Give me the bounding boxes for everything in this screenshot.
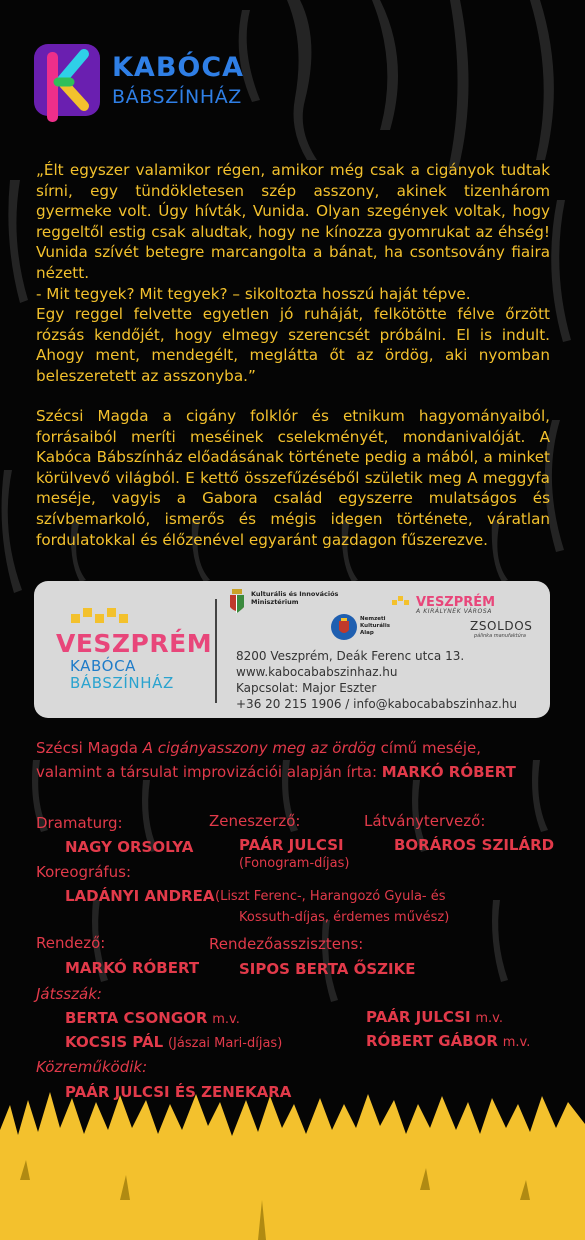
- crown-icon: [71, 606, 139, 628]
- composer-label: Zeneszerző:: [209, 812, 301, 830]
- veszprem-city-tagline: A KIRÁLYNÉK VÁROSA: [416, 608, 492, 615]
- contributor-label: Közreműködik:: [36, 1058, 148, 1076]
- coat-of-arms-icon: [229, 589, 245, 615]
- veszprem-logo-babszinhaz: BÁBSZÍNHÁZ: [70, 674, 174, 692]
- cast-name: KOCSIS PÁL: [65, 1033, 164, 1051]
- address: 8200 Veszprém, Deák Ferenc utca 13.: [236, 649, 465, 663]
- intro-title: A cigányasszony meg az ördög: [142, 739, 376, 757]
- cast-name: PAÁR JULCSI: [366, 1008, 471, 1026]
- intro-writer: MARKÓ RÓBERT: [381, 763, 516, 781]
- cast-member: [366, 1008, 503, 1026]
- cast-member: [65, 1033, 282, 1051]
- description: [36, 406, 550, 550]
- dramaturg-label: Dramaturg:: [36, 814, 123, 832]
- quote-paragraph: Egy reggel felvette egyetlen jó ruháját, felkötötte félve őrzött rózsás kendőjét, hogy elmegy szerencsét próbálni. El is indult. Ahogy ment, mendegélt, meglátta őt az ördög, aki nyomban beleszeretett az asszonyba.”: [36, 305, 550, 385]
- intro-line2: valamint a társulat improvizációi alapján írta:: [36, 763, 378, 781]
- sponsor-box: [34, 581, 550, 718]
- choreographer-label: Koreográfus:: [36, 863, 132, 881]
- ministry-line: Kulturális és Innovációs: [251, 590, 339, 598]
- intro-mid: című meséje,: [380, 739, 482, 757]
- website-link[interactable]: www.kabocababszinhaz.hu: [236, 665, 398, 679]
- contact: Kapcsolat: Major Eszter: [236, 681, 377, 695]
- choreographer-name: LADÁNYI ANDREA: [65, 887, 215, 905]
- story-quote: [36, 160, 550, 387]
- zsoldos-logo: ZSOLDOS: [470, 619, 533, 633]
- choreographer-note: Kossuth-díjas, érdemes művész): [239, 910, 450, 925]
- assistant-name: SIPOS BERTA ŐSZIKE: [239, 960, 416, 978]
- dramaturg-name: NAGY ORSOLYA: [65, 838, 194, 856]
- cast-label: Játsszák:: [36, 985, 102, 1003]
- nka-emblem-icon: [330, 613, 358, 641]
- nka-line: Kulturális: [360, 623, 390, 629]
- cast-note: m.v.: [212, 1012, 240, 1027]
- cast-note: m.v.: [475, 1011, 504, 1026]
- cast-name: BERTA CSONGOR: [65, 1009, 208, 1027]
- director-name: MARKÓ RÓBERT: [65, 959, 200, 977]
- crown-icon: [392, 595, 414, 609]
- cast-name: RÓBERT GÁBOR: [366, 1032, 498, 1050]
- cast-note: m.v.: [502, 1035, 531, 1050]
- brand-name: KABÓCA: [112, 52, 245, 83]
- cast-member: [366, 1032, 530, 1050]
- contributor-name: PAÁR JULCSI ÉS ZENEKARA: [65, 1083, 292, 1101]
- intro-author: Szécsi Magda: [36, 739, 138, 757]
- phone-email[interactable]: +36 20 215 1906 / info@kabocababszinhaz.hu: [236, 697, 518, 711]
- zsoldos-tagline: pálinka manufaktúra: [474, 633, 526, 639]
- credits-intro: [36, 739, 481, 757]
- veszprem-city-logo: VESZPRÉM: [416, 595, 496, 610]
- assistant-label: Rendezőasszisztens:: [209, 935, 364, 953]
- divider: [215, 599, 217, 703]
- description-paragraph: Szécsi Magda a cigány folklór és etnikum hagyományaiból, forrásaiból meríti meséinek cselekményét, mondanivalóját. A Kabóca Bábszínház előadásának története pedig a mából, a minket körülvevő világból. E kettő összefűzéséből születik meg A meggyfa meséje, vagyis a Gabora család egyszerre mulatságos és szívbemarkoló, ismerős és mégis idegen története, váratlan fordulatokkal és élőzenével egyaránt gazdagon fűszerezve.: [36, 407, 550, 549]
- cast-note: (Jászai Mari-díjas): [167, 1036, 283, 1051]
- nka-line: Alap: [360, 630, 374, 636]
- veszprem-logo-title: VESZPRÉM: [56, 629, 213, 658]
- director-label: Rendező:: [36, 934, 106, 952]
- composer-note: (Fonogram-díjas): [239, 856, 350, 871]
- nka-logo: [360, 616, 390, 637]
- kaboca-logo: [34, 44, 100, 128]
- ministry-logo: [251, 590, 338, 606]
- cast-member: [65, 1009, 240, 1027]
- veszprem-logo-kaboca: KABÓCA: [70, 657, 137, 675]
- credits-intro-line2: [36, 763, 516, 781]
- composer-name: PAÁR JULCSI: [239, 836, 344, 854]
- ministry-line: Minisztérium: [251, 598, 299, 606]
- designer-name: BORÁROS SZILÁRD: [394, 836, 555, 854]
- quote-paragraph: - Mit tegyek? Mit tegyek? – sikoltozta hosszú haját tépve.: [36, 284, 471, 303]
- quote-paragraph: „Élt egyszer valamikor régen, amikor még csak a cigányok tudtak sírni, egy tündökletesen szép asszony, akinek tizenhárom gyermeke volt. Úgy hívták, Vunida. Olyan szegények voltak, hogy reggeltől estig csak aludtak, hogy ne kínozza gyomrukat az éhség! Vunida szívét betegre marcangolta a bánat, ha csontsovány fiaira nézett.: [36, 161, 550, 282]
- choreographer-note: (Liszt Ferenc-, Harangozó Gyula- és: [215, 889, 446, 904]
- nka-line: Nemzeti: [360, 616, 386, 622]
- brand-subtitle: BÁBSZÍNHÁZ: [112, 86, 242, 108]
- designer-label: Látványtervező:: [364, 812, 486, 830]
